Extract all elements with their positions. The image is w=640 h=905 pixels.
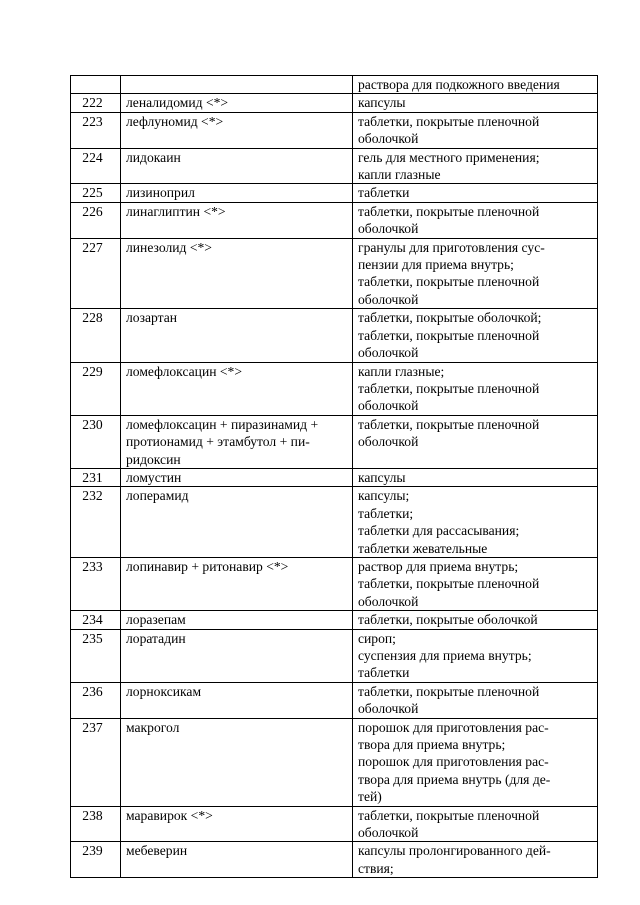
dosage-form: капсулы пролонгированного дей- ствия; — [353, 842, 598, 878]
drug-name: лорноксикам — [121, 682, 353, 718]
table-row — [71, 842, 598, 878]
table-row — [71, 238, 598, 309]
row-number: 239 — [71, 842, 121, 878]
dosage-form: таблетки, покрытые пленочной оболочкой — [353, 112, 598, 148]
dosage-form: таблетки, покрытые оболочкой; таблетки, покрытые пленочной оболочкой — [353, 309, 598, 362]
drug-name: лефлуномид <*> — [121, 112, 353, 148]
drug-name: линезолид <*> — [121, 238, 353, 309]
dosage-form: капсулы; таблетки; таблетки для рассасывания; таблетки жевательные — [353, 487, 598, 558]
drug-name: ломустин — [121, 468, 353, 486]
row-number: 233 — [71, 557, 121, 610]
drug-name: маравирок <*> — [121, 806, 353, 842]
dosage-form: капсулы — [353, 94, 598, 112]
drug-name: лоратадин — [121, 629, 353, 682]
dosage-form: порошок для приготовления рас- твора для приема внутрь; порошок для приготовления рас- твора для приема внутрь (для де- тей) — [353, 718, 598, 806]
drug-name: лидокаин — [121, 148, 353, 184]
row-number: 235 — [71, 629, 121, 682]
table-row — [71, 415, 598, 468]
row-number: 230 — [71, 415, 121, 468]
drug-name: мебеверин — [121, 842, 353, 878]
row-number: 228 — [71, 309, 121, 362]
row-number — [71, 76, 121, 94]
dosage-form: таблетки, покрытые оболочкой — [353, 611, 598, 629]
table-row — [71, 148, 598, 184]
drug-name: лоперамид — [121, 487, 353, 558]
drug-name — [121, 76, 353, 94]
dosage-form: таблетки, покрытые пленочной оболочкой — [353, 806, 598, 842]
drug-name: макрогол — [121, 718, 353, 806]
table-row — [71, 487, 598, 558]
table-row — [71, 557, 598, 610]
table-row — [71, 309, 598, 362]
row-number: 238 — [71, 806, 121, 842]
drug-name: лоразепам — [121, 611, 353, 629]
table-row — [71, 468, 598, 486]
table-row — [71, 94, 598, 112]
row-number: 224 — [71, 148, 121, 184]
dosage-form: таблетки — [353, 184, 598, 202]
drug-name: лопинавир + ритонавир <*> — [121, 557, 353, 610]
dosage-form: сироп; суспензия для приема внутрь; таблетки — [353, 629, 598, 682]
table-row — [71, 112, 598, 148]
table-row — [71, 682, 598, 718]
table-row — [71, 629, 598, 682]
drug-name: ломефлоксацин + пиразинамид + протионамид + этамбутол + пи- ридоксин — [121, 415, 353, 468]
row-number: 232 — [71, 487, 121, 558]
table-row — [71, 184, 598, 202]
row-number: 229 — [71, 362, 121, 415]
dosage-form: таблетки, покрытые пленочной оболочкой — [353, 202, 598, 238]
row-number: 234 — [71, 611, 121, 629]
dosage-form: раствор для приема внутрь; таблетки, покрытые пленочной оболочкой — [353, 557, 598, 610]
dosage-form: таблетки, покрытые пленочной оболочкой — [353, 415, 598, 468]
table-row — [71, 202, 598, 238]
dosage-form: раствора для подкожного введения — [353, 76, 598, 94]
row-number: 222 — [71, 94, 121, 112]
table-row — [71, 806, 598, 842]
row-number: 236 — [71, 682, 121, 718]
drug-list-table — [70, 75, 598, 878]
table-row — [71, 362, 598, 415]
dosage-form: таблетки, покрытые пленочной оболочкой — [353, 682, 598, 718]
drug-name: линаглиптин <*> — [121, 202, 353, 238]
table-row-continuation — [71, 76, 598, 94]
drug-name: ломефлоксацин <*> — [121, 362, 353, 415]
dosage-form: капсулы — [353, 468, 598, 486]
table-row — [71, 718, 598, 806]
dosage-form: капли глазные; таблетки, покрытые пленочной оболочкой — [353, 362, 598, 415]
row-number: 231 — [71, 468, 121, 486]
drug-name: лозартан — [121, 309, 353, 362]
table-body — [71, 76, 598, 878]
row-number: 225 — [71, 184, 121, 202]
dosage-form: гранулы для приготовления сус- пензии для приема внутрь; таблетки, покрытые пленочной оболочкой — [353, 238, 598, 309]
table-row — [71, 611, 598, 629]
drug-name: леналидомид <*> — [121, 94, 353, 112]
dosage-form: гель для местного применения; капли глазные — [353, 148, 598, 184]
row-number: 226 — [71, 202, 121, 238]
row-number: 223 — [71, 112, 121, 148]
row-number: 227 — [71, 238, 121, 309]
row-number: 237 — [71, 718, 121, 806]
drug-name: лизиноприл — [121, 184, 353, 202]
